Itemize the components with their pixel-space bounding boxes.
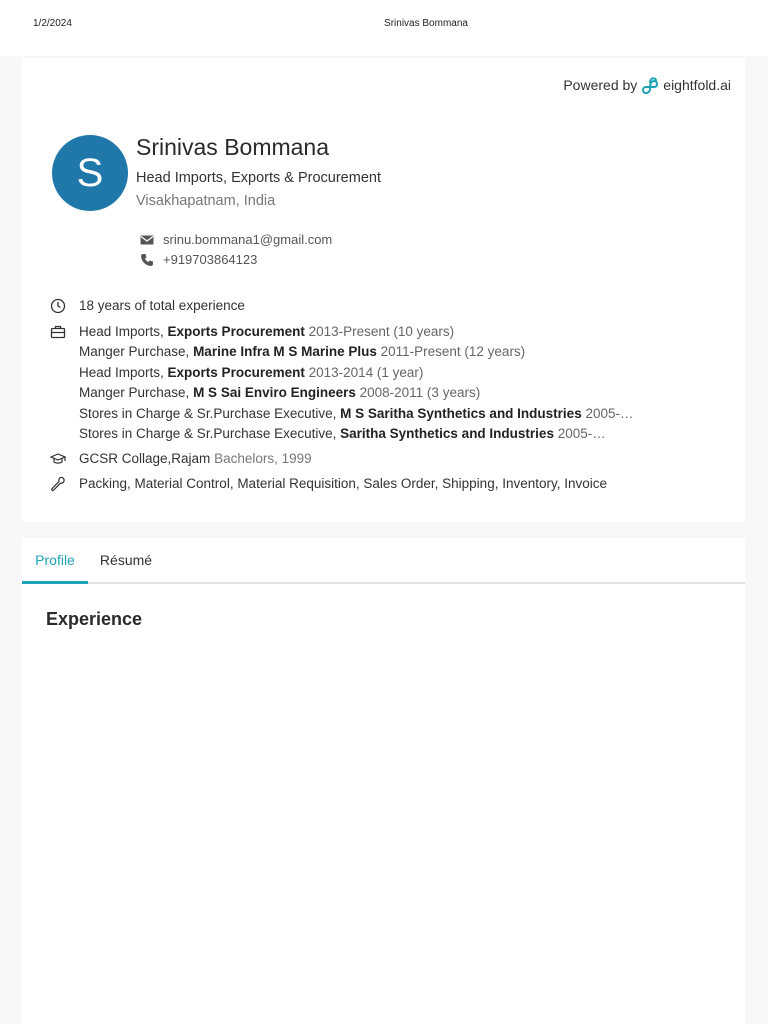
graduation-cap-icon — [50, 451, 66, 467]
print-date: 1/2/2024 — [33, 18, 72, 29]
email-row[interactable] — [140, 232, 332, 247]
section-title: Experience — [46, 609, 143, 629]
brand-name: eightfold.ai — [663, 77, 731, 93]
powered-by[interactable] — [563, 75, 731, 95]
envelope-icon — [140, 233, 154, 247]
candidate-name: Srinivas Bommana — [136, 134, 330, 160]
tab-bar — [22, 538, 745, 584]
degree: Bachelors, 1999 — [214, 451, 312, 466]
eightfold-logo-icon — [640, 75, 660, 95]
experience-item: Stores in Charge & Sr.Purchase Executive, Saritha Synthetics and Industries 2005-… — [79, 425, 606, 441]
phone-row[interactable] — [140, 252, 257, 267]
experience-item: Head Imports, Exports Procurement 2013-Present (10 years) — [79, 324, 455, 339]
profile-content — [22, 584, 745, 1024]
candidate-headline: Head Imports, Exports & Procurement — [136, 170, 381, 186]
profile-card — [22, 58, 745, 522]
print-title: Srinivas Bommana — [384, 18, 468, 29]
candidate-location: Visakhapatnam, India — [136, 193, 276, 209]
clock-icon — [50, 298, 66, 314]
powered-by-label: Powered by — [563, 77, 638, 93]
avatar: S — [52, 135, 128, 211]
wrench-icon — [50, 476, 66, 492]
briefcase-icon — [50, 324, 66, 340]
tab-profile[interactable]: Profile — [22, 538, 88, 584]
experience-item: Manger Purchase, M S Sai Enviro Engineers 2008-2011 (3 years) — [79, 385, 481, 401]
experience-item: Stores in Charge & Sr.Purchase Executive, M S Saritha Synthetics and Industries 2005-… — [79, 405, 634, 421]
education — [79, 451, 312, 466]
experience-list — [79, 322, 633, 444]
phone-text[interactable]: +919703864123 — [163, 252, 258, 267]
skills: Packing, Material Control, Material Requisition, Sales Order, Shipping, Inventory, Invoice — [79, 476, 608, 491]
tab-resume[interactable]: Résumé — [99, 552, 153, 568]
school-name: GCSR Collage,Rajam — [79, 451, 211, 466]
experience-item: Manger Purchase, Marine Infra M S Marine Plus 2011-Present (12 years) — [79, 344, 526, 360]
phone-icon — [140, 253, 154, 267]
total-experience: 18 years of total experience — [79, 298, 245, 313]
print-header — [0, 0, 768, 56]
email-text[interactable]: srinu.bommana1@gmail.com — [163, 232, 333, 247]
experience-item: Head Imports, Exports Procurement 2013-2014 (1 year) — [79, 364, 424, 380]
